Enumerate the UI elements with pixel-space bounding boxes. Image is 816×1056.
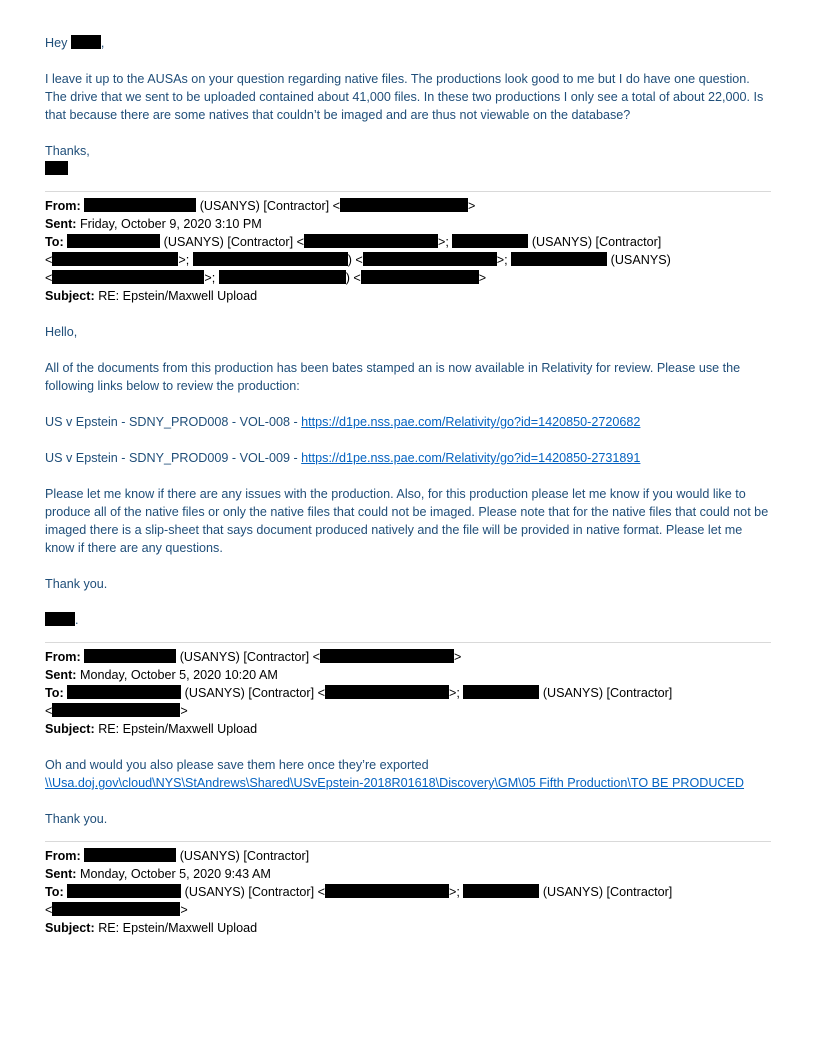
message-header-1 bbox=[45, 197, 771, 305]
to-detail: (USANYS) [Contractor] bbox=[542, 686, 673, 700]
subject-line bbox=[45, 287, 771, 305]
from-label: From: bbox=[45, 199, 81, 213]
from-line: From: (USANYS) [Contractor] < > bbox=[45, 199, 476, 213]
subject-line bbox=[45, 919, 771, 937]
link-prefix: US v Epstein - SDNY_PROD009 - VOL-009 - bbox=[45, 451, 302, 465]
to-detail: >; bbox=[448, 686, 460, 700]
to-detail: < bbox=[45, 271, 53, 285]
to-detail: > bbox=[180, 903, 188, 917]
greeting-text: Hey bbox=[45, 36, 68, 50]
subject-label: Subject: bbox=[45, 722, 95, 736]
divider bbox=[45, 841, 771, 842]
to-detail: >; bbox=[437, 235, 449, 249]
to-label: To: bbox=[45, 235, 64, 249]
body-paragraph: Oh and would you also please save them here once they’re exported bbox=[45, 758, 429, 772]
subject-value: RE: Epstein/Maxwell Upload bbox=[98, 722, 258, 736]
redaction-bar bbox=[363, 252, 497, 266]
to-detail: >; bbox=[448, 885, 460, 899]
redaction-bar bbox=[325, 884, 449, 898]
to-line bbox=[45, 883, 771, 901]
body-paragraph: Please let me know if there are any issues with the production. Also, for this production please let me know if you would like to produce all of the native files or only the native files that could not be imaged. Please note that for the native files that could not be imaged there is a slip-sheet that says document produced natively and the file will be provided in native format. Please let me know if there are any questions. bbox=[45, 487, 769, 555]
divider bbox=[45, 191, 771, 192]
message-header-3 bbox=[45, 847, 771, 937]
relativity-link-2[interactable]: https://d1pe.nss.pae.com/Relativity/go?id=1420850-2731891 bbox=[301, 451, 641, 465]
from-detail: (USANYS) [Contractor] < bbox=[179, 650, 321, 664]
subject-value: RE: Epstein/Maxwell Upload bbox=[98, 289, 258, 303]
body-thanks: Thank you. bbox=[45, 577, 108, 591]
sent-line bbox=[45, 865, 771, 883]
subject-label: Subject: bbox=[45, 289, 95, 303]
network-path-link[interactable]: \\Usa.doj.gov\cloud\NYS\StAndrews\Shared\USvEpstein-2018R01618\Discovery\GM\05 Fifth Production\TO BE PRODUCED bbox=[45, 776, 745, 790]
to-line-continued bbox=[45, 901, 771, 919]
from-label: From: bbox=[45, 650, 81, 664]
from-detail: (USANYS) [Contractor] < bbox=[199, 199, 341, 213]
relativity-link-1[interactable]: https://d1pe.nss.pae.com/Relativity/go?id=1420850-2720682 bbox=[301, 415, 641, 429]
sent-label: Sent: bbox=[45, 217, 77, 231]
path-line bbox=[45, 774, 771, 792]
greeting-tail: , bbox=[100, 36, 105, 50]
from-label: From: bbox=[45, 849, 81, 863]
sent-value: Monday, October 5, 2020 10:20 AM bbox=[79, 668, 278, 682]
to-label: To: bbox=[45, 686, 64, 700]
redaction-bar bbox=[325, 685, 449, 699]
sent-label: Sent: bbox=[45, 668, 77, 682]
to-line-continued bbox=[45, 251, 771, 269]
redaction-bar bbox=[45, 161, 68, 175]
signature-tail: . bbox=[75, 613, 79, 627]
redaction-bar bbox=[84, 649, 176, 663]
sent-line bbox=[45, 666, 771, 684]
from-detail: (USANYS) [Contractor] bbox=[179, 849, 310, 863]
to-detail: ) < bbox=[345, 271, 361, 285]
to-detail: (USANYS) [Contractor] < bbox=[184, 686, 325, 700]
body-thanks: Thank you. bbox=[45, 812, 108, 826]
redaction-bar bbox=[52, 270, 204, 284]
to-detail: (USANYS) bbox=[610, 253, 671, 267]
to-detail: > bbox=[180, 704, 188, 718]
redaction-bar bbox=[67, 685, 181, 699]
redaction-bar bbox=[67, 234, 160, 248]
redaction-bar bbox=[320, 649, 454, 663]
to-detail: ) < bbox=[347, 253, 363, 267]
redaction-bar bbox=[52, 703, 180, 717]
to-detail: (USANYS) [Contractor] bbox=[531, 235, 662, 249]
sent-label: Sent: bbox=[45, 867, 77, 881]
redaction-bar bbox=[52, 902, 180, 916]
redaction-bar bbox=[452, 234, 528, 248]
link-line-2 bbox=[45, 449, 771, 467]
email-document bbox=[45, 34, 771, 937]
to-line-continued bbox=[45, 269, 771, 287]
link-line-1 bbox=[45, 413, 771, 431]
message-body-1 bbox=[45, 323, 771, 629]
body-signature bbox=[45, 611, 771, 629]
redaction-bar bbox=[219, 270, 346, 284]
to-detail: < bbox=[45, 704, 53, 718]
to-line-continued bbox=[45, 702, 771, 720]
reply-greeting-line bbox=[45, 34, 771, 52]
to-detail: >; bbox=[204, 271, 216, 285]
redaction-bar bbox=[71, 35, 101, 49]
redaction-bar bbox=[193, 252, 348, 266]
to-detail: < bbox=[45, 253, 53, 267]
subject-label: Subject: bbox=[45, 921, 95, 935]
redaction-bar bbox=[361, 270, 479, 284]
to-detail: (USANYS) [Contractor] bbox=[542, 885, 673, 899]
redaction-bar bbox=[52, 252, 178, 266]
to-detail: >; bbox=[178, 253, 190, 267]
redaction-bar bbox=[84, 848, 176, 862]
reply-signoff: Thanks, bbox=[45, 144, 90, 158]
to-detail: >; bbox=[496, 253, 508, 267]
redaction-bar bbox=[304, 234, 438, 248]
to-label: To: bbox=[45, 885, 64, 899]
redaction-bar bbox=[45, 612, 75, 626]
to-line bbox=[45, 684, 771, 702]
divider bbox=[45, 642, 771, 643]
message-header-2 bbox=[45, 648, 771, 738]
body-greeting: Hello, bbox=[45, 325, 78, 339]
to-line bbox=[45, 233, 771, 251]
body-paragraph: All of the documents from this production has been bates stamped an is now available in Relativity for review. Please use the following links below to review the production: bbox=[45, 361, 741, 393]
to-detail: > bbox=[478, 271, 487, 285]
redaction-bar bbox=[511, 252, 607, 266]
sent-value: Friday, October 9, 2020 3:10 PM bbox=[79, 217, 262, 231]
redaction-bar bbox=[463, 685, 539, 699]
to-detail: (USANYS) [Contractor] < bbox=[184, 885, 325, 899]
subject-value: RE: Epstein/Maxwell Upload bbox=[98, 921, 258, 935]
redaction-bar bbox=[84, 198, 196, 212]
to-detail: (USANYS) [Contractor] < bbox=[163, 235, 304, 249]
from-line bbox=[45, 648, 771, 666]
redaction-bar bbox=[340, 198, 468, 212]
from-line bbox=[45, 847, 771, 865]
reply-paragraph: I leave it up to the AUSAs on your question regarding native files. The productions look good to me but I do have one question. The drive that we sent to be uploaded contained about 41,000 files. In these two productions I only see a total of about 22,000. Is that because there are some natives that couldn’t be imaged and are thus not viewable on the database? bbox=[45, 72, 764, 122]
link-prefix: US v Epstein - SDNY_PROD008 - VOL-008 - bbox=[45, 415, 302, 429]
sent-line bbox=[45, 215, 771, 233]
reply-signature bbox=[45, 160, 771, 178]
sent-value: Monday, October 5, 2020 9:43 AM bbox=[79, 867, 271, 881]
redaction-bar bbox=[67, 884, 181, 898]
subject-line bbox=[45, 720, 771, 738]
to-detail: < bbox=[45, 903, 53, 917]
from-detail: > bbox=[454, 650, 462, 664]
redaction-bar bbox=[463, 884, 539, 898]
reply-block bbox=[45, 34, 771, 178]
message-body-2 bbox=[45, 756, 771, 828]
